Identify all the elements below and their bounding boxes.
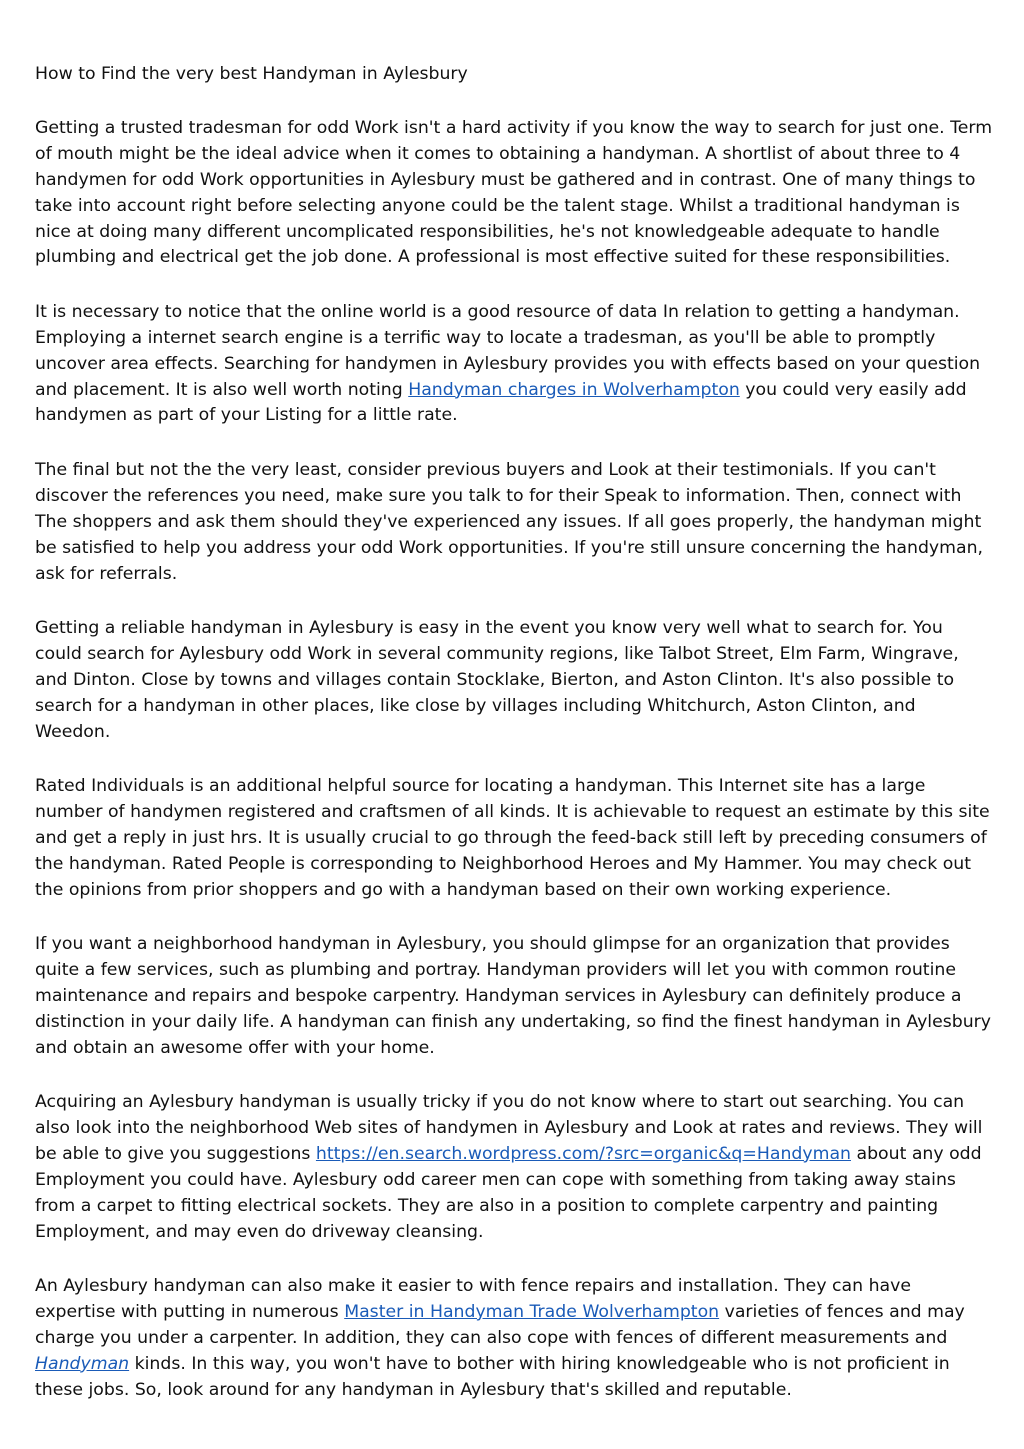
paragraph-8-text-middle: varieties of fences and may charge you under a carpenter. In addition, they can also cope with fences of different measurements and <box>35 1301 965 1348</box>
paragraph-3 <box>35 458 995 588</box>
paragraph-1 <box>35 116 995 271</box>
paragraph-2-text-before: It is necessary to notice that the online world is a good resource of data In relation to getting a handyman. Employing a internet search engine is a terrific way to locate a tradesman, as you'll be able to promptly uncover area effects. Searching for handymen in Aylesbury provides you with effects based on your question and placement. It is also well worth noting <box>35 301 981 400</box>
paragraph-4-text: Getting a reliable handyman in Aylesbury is easy in the event you know very well what to search for. You could search for Aylesbury odd Work in several community regions, like Talbot Street, Elm Farm, Wingrave, and Dinton. Close by towns and villages contain Stocklake, Bierton, and Aston Clinton. It's also possible to search for a handyman in other places, like close by villages including Whitchurch, Aston Clinton, and Weedon. <box>35 617 959 742</box>
paragraph-8-text-before: An Aylesbury handyman can also make it easier to with fence repairs and installation. They can have expertise with putting in numerous <box>35 1275 911 1322</box>
paragraph-6-text: If you want a neighborhood handyman in Aylesbury, you should glimpse for an organization that provides quite a few services, such as plumbing and portray. Handyman providers will let you with common routine maintenance and repairs and bespoke carpentry. Handyman services in Aylesbury can definitely produce a distinction in your daily life. A handyman can finish any undertaking, so find the finest handyman in Aylesbury and obtain an awesome offer with your home. <box>35 933 991 1058</box>
document-title: How to Find the very best Handyman in Aylesbury <box>35 64 468 84</box>
master-handyman-link[interactable]: Master in Handyman Trade Wolverhampton <box>344 1301 720 1322</box>
wordpress-search-link[interactable]: https://en.search.wordpress.com/?src=organic&q=Handyman <box>315 1143 851 1164</box>
paragraph-8 <box>35 1274 995 1404</box>
paragraph-8-text-after: kinds. In this way, you won't have to bother with hiring knowledgeable who is not proficient in these jobs. So, look around for any handyman in Aylesbury that's skilled and reputable. <box>35 1353 950 1400</box>
paragraph-2-text-after: you could very easily add handymen as part of your Listing for a little rate. <box>35 379 967 426</box>
paragraph-7 <box>35 1090 995 1245</box>
handyman-link[interactable]: Handyman <box>35 1353 130 1374</box>
paragraph-2 <box>35 300 995 430</box>
paragraph-5 <box>35 774 995 904</box>
paragraph-7-text-before: Acquiring an Aylesbury handyman is usually tricky if you do not know where to start out searching. You can also look into the neighborhood Web sites of handymen in Aylesbury and Look at rates and reviews. They will be able to give you suggestions <box>35 1092 983 1164</box>
paragraph-7-text-after: about any odd Employment you could have. Aylesbury odd career men can cope with something from taking away stains from a carpet to fitting electrical sockets. They are also in a position to complete carpentry and painting Employment, and may even do driveway cleansing. <box>35 1143 982 1242</box>
handyman-charges-link[interactable]: Handyman charges in Wolverhampton <box>408 379 740 400</box>
paragraph-3-text: The final but not the the very least, consider previous buyers and Look at their testimonials. If you can't discover the references you need, make sure you talk to for their Speak to information. Then, connect with The shoppers and ask them should they've experienced any issues. If all goes properly, the handyman might be satisfied to help you address your odd Work opportunities. If you're still unsure concerning the handyman, ask for referrals. <box>35 459 984 584</box>
paragraph-4 <box>35 616 995 746</box>
document-body <box>35 62 995 1432</box>
paragraph-6 <box>35 932 995 1062</box>
paragraph-1-text: Getting a trusted tradesman for odd Work isn't a hard activity if you know the way to search for just one. Term of mouth might be the ideal advice when it comes to obtaining a handyman. A shortlist of about three to 4 handymen for odd Work opportunities in Aylesbury must be gathered and in contrast. One of many things to take into account right before selecting anyone could be the talent stage. Whilst a traditional handyman is nice at doing many different uncomplicated responsibilities, he's not knowledgeable adequate to handle plumbing and electrical get the job done. A professional is most effective suited for these responsibilities. <box>35 117 993 268</box>
paragraph-5-text: Rated Individuals is an additional helpful source for locating a handyman. This Internet site has a large number of handymen registered and craftsmen of all kinds. It is achievable to request an estimate by this site and get a reply in just hrs. It is usually crucial to go through the feed-back still left by preceding consumers of the handyman. Rated People is corresponding to Neighborhood Heroes and My Hammer. You may check out the opinions from prior shoppers and go with a handyman based on their own working experience. <box>35 775 990 900</box>
